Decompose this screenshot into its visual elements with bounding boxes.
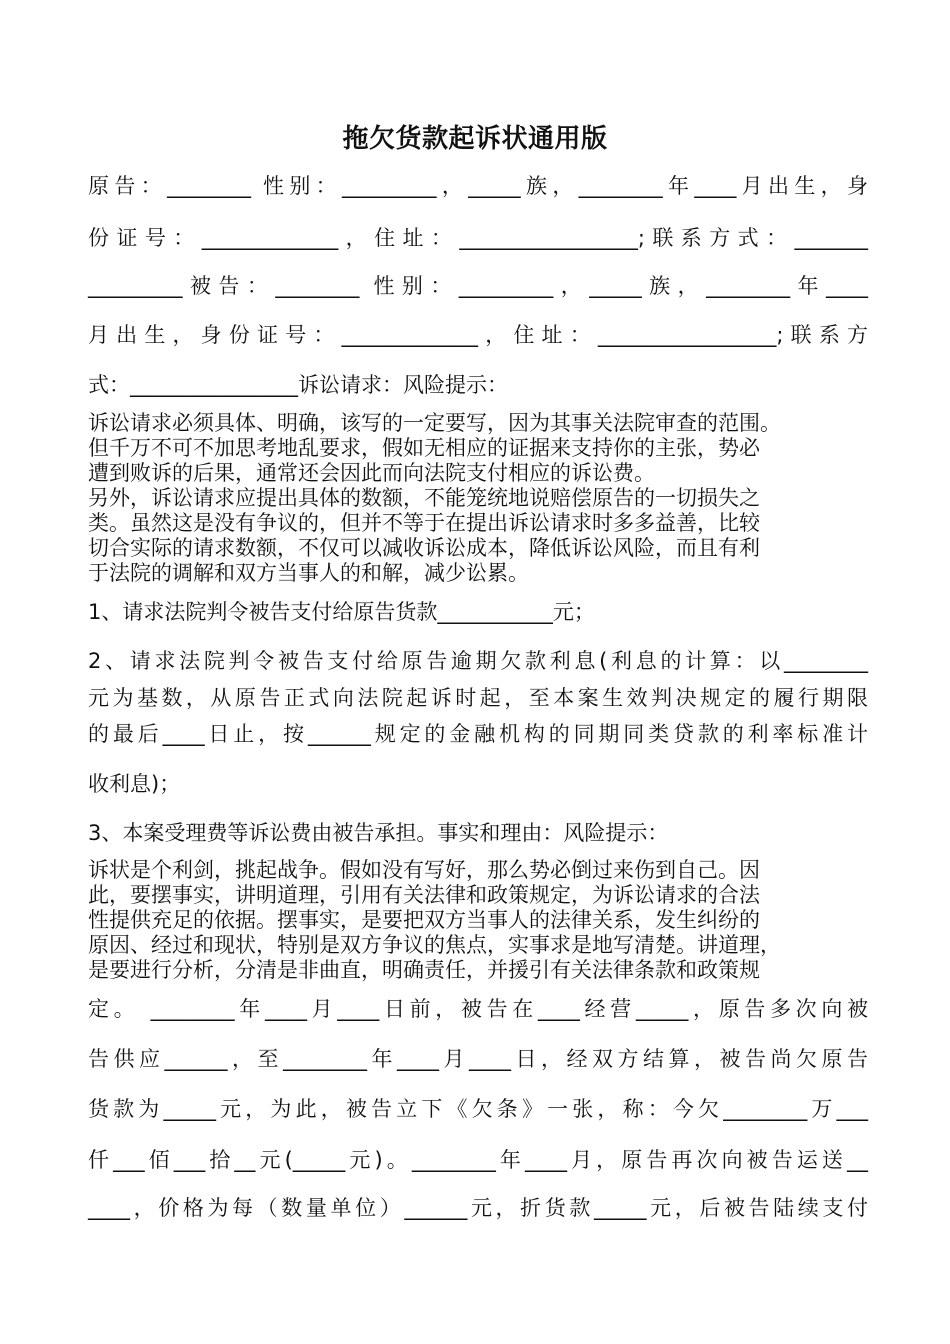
risk-note-line: 是要进行分析，分清是非曲直，明确责任，并援引有关法律条款和政策规 xyxy=(88,958,760,982)
party-info-line: 原告：________ 性别：_________，_____族，________年____月出生，身 xyxy=(88,174,868,198)
risk-note-line: 切合实际的请求数额，不仅可以减收诉讼成本，降低诉讼风险，而且有利 xyxy=(88,536,760,560)
party-info-line: 式：________________诉讼请求：风险提示： xyxy=(88,373,508,397)
risk-note-line: 诉状是个利剑，挑起战争。假如没有写好，那么势必倒过来伤到自己。因 xyxy=(88,858,760,882)
party-info-line: 份证号：_____________，住址：_________________;联系方式：_______ xyxy=(88,226,868,250)
claim-line: 2、请求法院判令被告支付给原告逾期欠款利息(利息的计算：以________ xyxy=(88,649,868,673)
risk-note-line: 性提供充足的依据。摆事实，是要把双方当事人的法律关系，发生纠纷的 xyxy=(88,908,760,932)
risk-note-line: 但千万不可不加思考地乱要求，假如无相应的证据来支持你的主张，势必 xyxy=(88,436,760,460)
document-title: 拖欠货款起诉状通用版 xyxy=(342,124,608,154)
facts-line: 货款为_____元，为此，被告立下《欠条》一张，称：今欠________万___ xyxy=(88,1097,868,1121)
risk-note-line: 遭到败诉的后果，通常还会因此而向法院支付相应的诉讼费。 xyxy=(88,461,655,485)
claim-line: 的最后____日止，按______规定的金融机构的同期同类贷款的利率标准计 xyxy=(88,722,868,746)
facts-line: 定。 ________年____月____日前，被告在____经营_____，原告多次向被 xyxy=(88,997,868,1021)
risk-note-line: 原因、经过和现状，特别是双方争议的焦点，实事求是地写清楚。讲道理， xyxy=(88,933,781,957)
risk-note-line: 于法院的调解和双方当事人的和解，减少讼累。 xyxy=(88,561,529,585)
facts-line: 仟___佰___拾__元(_____元)。________年____月，原告再次向被告运送__ xyxy=(88,1148,868,1172)
claim-line: 3、本案受理费等诉讼费由被告承担。事实和理由：风险提示： xyxy=(88,821,669,845)
risk-note-line: 此，要摆事实，讲明道理，引用有关法律和政策规定，为诉讼请求的合法 xyxy=(88,883,760,907)
claim-line: 1、请求法院判令被告支付给原告货款___________元； xyxy=(88,600,595,624)
facts-line: 告供应______，至________年____月____日，经双方结算，被告尚欠原告 xyxy=(88,1047,868,1071)
party-info-line: 月出生，身份证号：_____________，住址：_________________;联系方 xyxy=(88,323,868,347)
claim-line: 元为基数，从原告正式向法院起诉时起，至本案生效判决规定的履行期限 xyxy=(88,686,868,710)
claim-line: 收利息)； xyxy=(88,772,181,796)
party-info-line: _________被告：________ 性别：_________，_____族，________年____ xyxy=(88,274,868,298)
risk-note-line: 另外，诉讼请求应提出具体的数额，不能笼统地说赔偿原告的一切损失之 xyxy=(88,486,760,510)
risk-note-line: 类。虽然这是没有争议的，但并不等于在提出诉讼请求时多多益善，比较 xyxy=(88,511,760,535)
facts-line: ____，价格为每（数量单位）______元，折货款_____元，后被告陆续支付 xyxy=(88,1196,868,1220)
risk-note-line: 诉讼请求必须具体、明确，该写的一定要写，因为其事关法院审查的范围。 xyxy=(88,411,781,435)
